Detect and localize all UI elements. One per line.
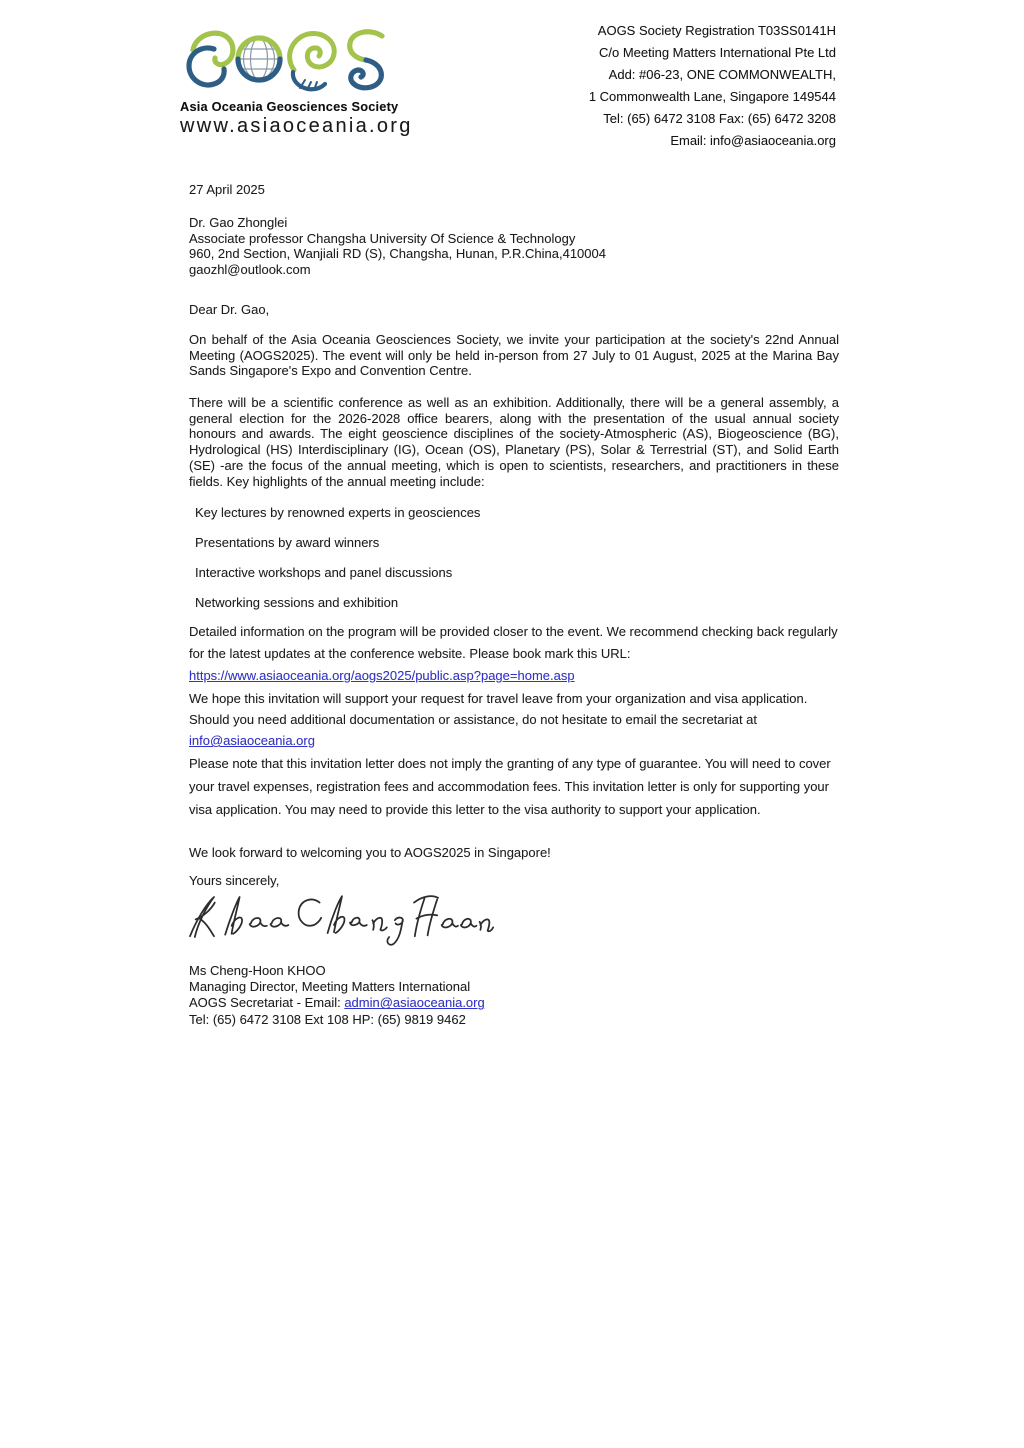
recipient-name: Dr. Gao Zhonglei [189,215,288,230]
society-name: Asia Oceania Geosciences Society [180,99,399,114]
conference-url-link[interactable]: https://www.asiaoceania.org/aogs2025/public.asp?page=home.asp [189,668,575,683]
paragraph-conference-details: There will be a scientific conference as well as an exhibition. Additionally, there will be a general assembly, a general election for the 2026-2028 office bearers, along with the presentation of the usual annual society honours and awards. The eight geoscience disciplines of the society-Atmospheric (AS), Biogeoscience (BG), Hydrological (HS) Interdisciplinary (IG), Ocean (OS), Planetary (PS), Solar & Terrestrial (ST), and Solid Earth (SE) -are the focus of the annual meeting, which is open to scientists, researchers, and practitioners in these fields. Key highlights of the annual meeting include: [189,395,839,489]
signoff-secretariat-line [189,995,839,1011]
highlights-list [195,505,480,625]
highlight-item: Presentations by award winners [195,535,380,550]
society-website-url: www.asiaoceania.org [180,115,413,137]
letterhead-line: C/o Meeting Matters International Pte Ltd [598,45,836,60]
visa-support-text: We hope this invitation will support your request for travel leave from your organization and visa application. Should you need additional documentation or assistance, do not hesitate to email the secretariat at [189,691,808,727]
signature-block [182,892,494,950]
letterhead-line: Add: #06-23, ONE COMMONWEALTH, [608,67,836,82]
letterhead-line: Email: info@asiaoceania.org [670,133,836,148]
signoff-title: Managing Director, Meeting Matters International [189,979,471,995]
recipient-title: Associate professor Changsha University Of Science & Technology [189,230,576,246]
paragraph-program-info [189,621,839,687]
signature-handwriting-icon [182,892,494,950]
salutation: Dear Dr. Gao, [189,302,270,317]
signoff-email-link[interactable]: admin@asiaoceania.org [344,995,485,1011]
recipient-address: 960, 2nd Section, Wanjiali RD (S), Changsha, Hunan, P.R.China,410004 [189,246,606,262]
letter-date: 27 April 2025 [189,182,265,197]
letterhead-line: AOGS Society Registration T03SS0141H [597,23,836,38]
paragraph-disclaimer: Please note that this invitation letter does not imply the granting of any type of guarantee. You will need to cover your travel expenses, registration fees and accommodation fees. This invitation letter is only for supporting your visa application. You may need to provide this letter to the visa authority to support your application. [189,756,831,817]
letterhead-line: 1 Commonwealth Lane, Singapore 149544 [588,89,836,104]
signoff-name: Ms Cheng-Hoon KHOO [189,963,326,978]
highlight-item: Interactive workshops and panel discussions [195,565,453,580]
aogs-logo-icon [180,28,385,96]
secretariat-email-link[interactable]: info@asiaoceania.org [189,733,315,748]
letterhead-logo-block [180,28,413,138]
signoff-block [189,963,839,1028]
paragraph-visa-support [189,688,839,751]
recipient-block [189,215,839,278]
recipient-email: gaozhl@outlook.com [189,262,311,278]
signoff-secretariat-label: AOGS Secretariat - Email: [189,995,345,1011]
program-info-text: Detailed information on the program will be provided closer to the event. We recommend checking back regularly for the latest updates at the conference website. Please book mark this URL: [189,624,838,661]
signoff-tel: Tel: (65) 6472 3108 Ext 108 HP: (65) 9819 9462 [189,1011,466,1027]
letterhead-contact-block [589,20,836,152]
paragraph-invitation: On behalf of the Asia Oceania Geosciences Society, we invite your participation at the society's 22nd Annual Meeting (AOGS2025). The event will only be held in-person from 27 July to 01 August, 2025 at the Marina Bay Sands Singapore's Expo and Convention Centre. [189,332,839,379]
highlight-item: Networking sessions and exhibition [195,595,399,610]
paragraph-welcome: We look forward to welcoming you to AOGS2025 in Singapore! [189,845,551,860]
letterhead-line: Tel: (65) 6472 3108 Fax: (65) 6472 3208 [603,111,836,126]
highlight-item: Key lectures by renowned experts in geosciences [195,505,481,520]
closing-line: Yours sincerely, [189,873,280,888]
